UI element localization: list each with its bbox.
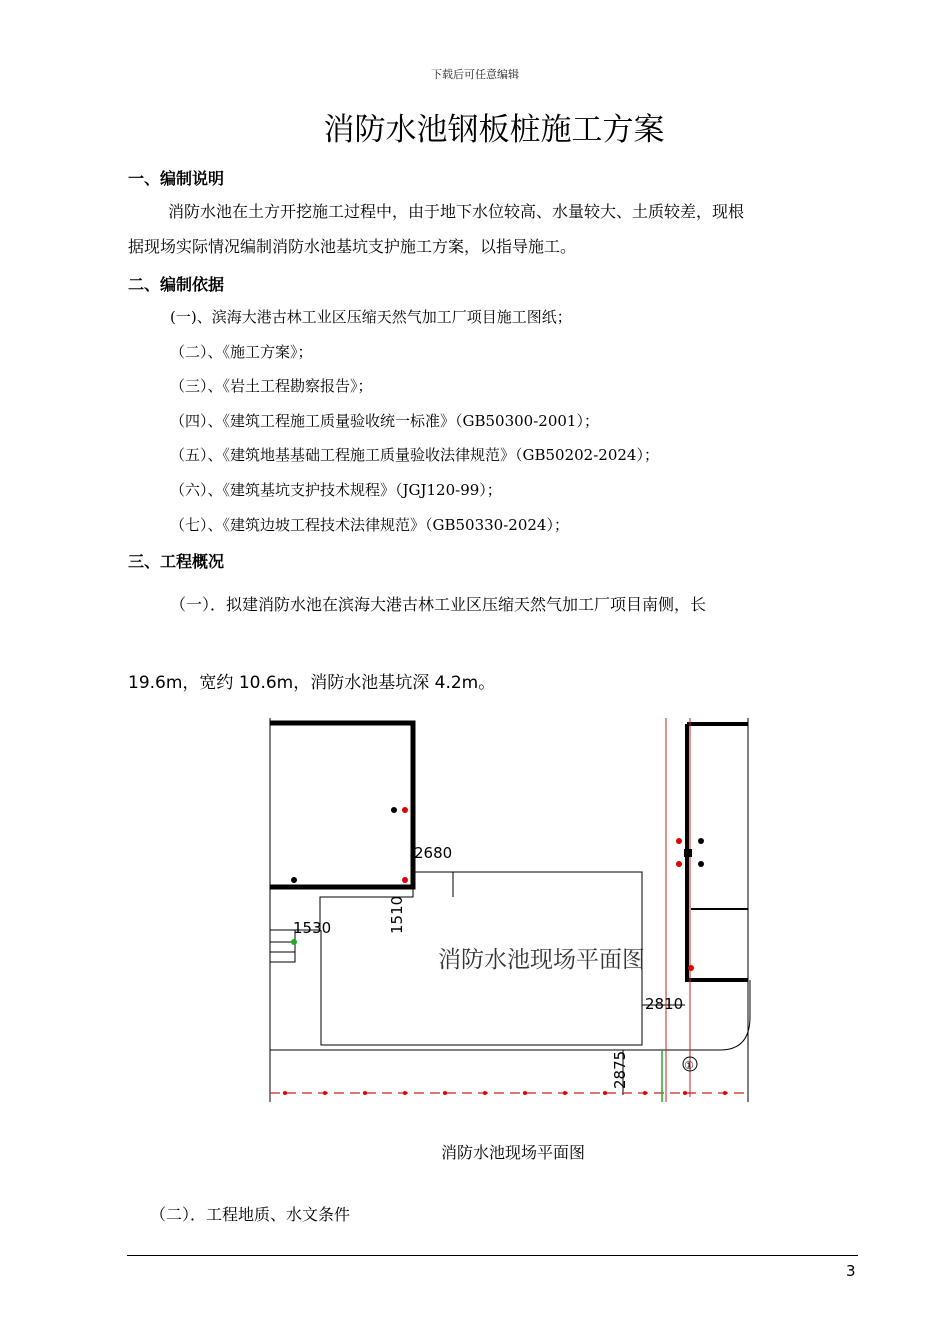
reference-item-2: （二）、《施工方案》； [170,343,313,361]
page-number: 3 [846,1262,856,1280]
stair-lines [270,942,295,952]
reference-item-7: （七）、《建筑边坡工程技术法律规范》（GB50330-2024）； [170,516,569,534]
section-3-line-1 [170,588,706,622]
section-1-line-1: 消防水池在土方开挖施工过程中，由于地下水位较高、水量较大、土质较差，现根 [168,202,745,221]
reference-item-4: （四）、《建筑工程施工质量验收统一标准》（GB50300-2001）； [170,412,599,430]
footer-divider [127,1255,858,1256]
reference-item-1: (一)、滨海大港古林工业区压缩天然气加工厂项目施工图纸； [170,308,572,326]
section-heading-2: 二、编制依据 [128,275,225,294]
reference-item-6: （六）、《建筑基坑支护技术规程》（JGJ120-99）； [170,481,502,499]
road-edge [270,980,750,1050]
header-note: 下载后可任意编辑 [431,68,519,81]
page-title: 消防水池钢板桩施工方案 [323,112,665,148]
site-plan-drawing [265,712,765,1112]
step-outline-2 [270,930,295,962]
dim-label-2680: 2680 [414,844,453,862]
section-heading-1: 一、编制说明 [128,169,225,188]
dim-label-2810: 2810 [645,995,684,1013]
section-1-line-2: 据现场实际情况编制消防水池基坑支护施工方案，以指导施工。 [128,237,577,256]
dim-line-2680 [413,872,453,897]
section-3-line-1-part-1: （一）．拟建消防水池在滨海大港古林工业区压缩天然气加工厂项目 [170,595,643,614]
dim-label-1510: 1510 [388,895,406,934]
right-building-wall [687,724,748,980]
subsection-heading: （二）．工程地质、水文条件 [150,1205,351,1224]
left-building-wall [270,723,413,887]
dim-label-2875: 2875 [611,1050,629,1089]
reference-item-5: （五）、《建筑地基基础工程施工质量验收法律规范》（GB50202-2024）； [170,446,659,464]
figure-caption: 消防水池现场平面图 [440,1143,585,1162]
section-heading-3: 三、工程概况 [128,552,225,571]
axis-label: ① [684,1059,694,1072]
dim-label-1530: 1530 [293,919,332,937]
section-3-line-1-part-2: 南侧，长 [642,595,707,614]
section-3-line-2: 19.6m，宽约 10.6m，消防水池基坑深 4.2m。 [128,673,496,693]
green-marker [291,939,297,945]
reference-item-3: （三）、《岩土工程勘察报告》； [170,377,373,395]
figure-inner-label: 消防水池现场平面图 [438,947,645,973]
